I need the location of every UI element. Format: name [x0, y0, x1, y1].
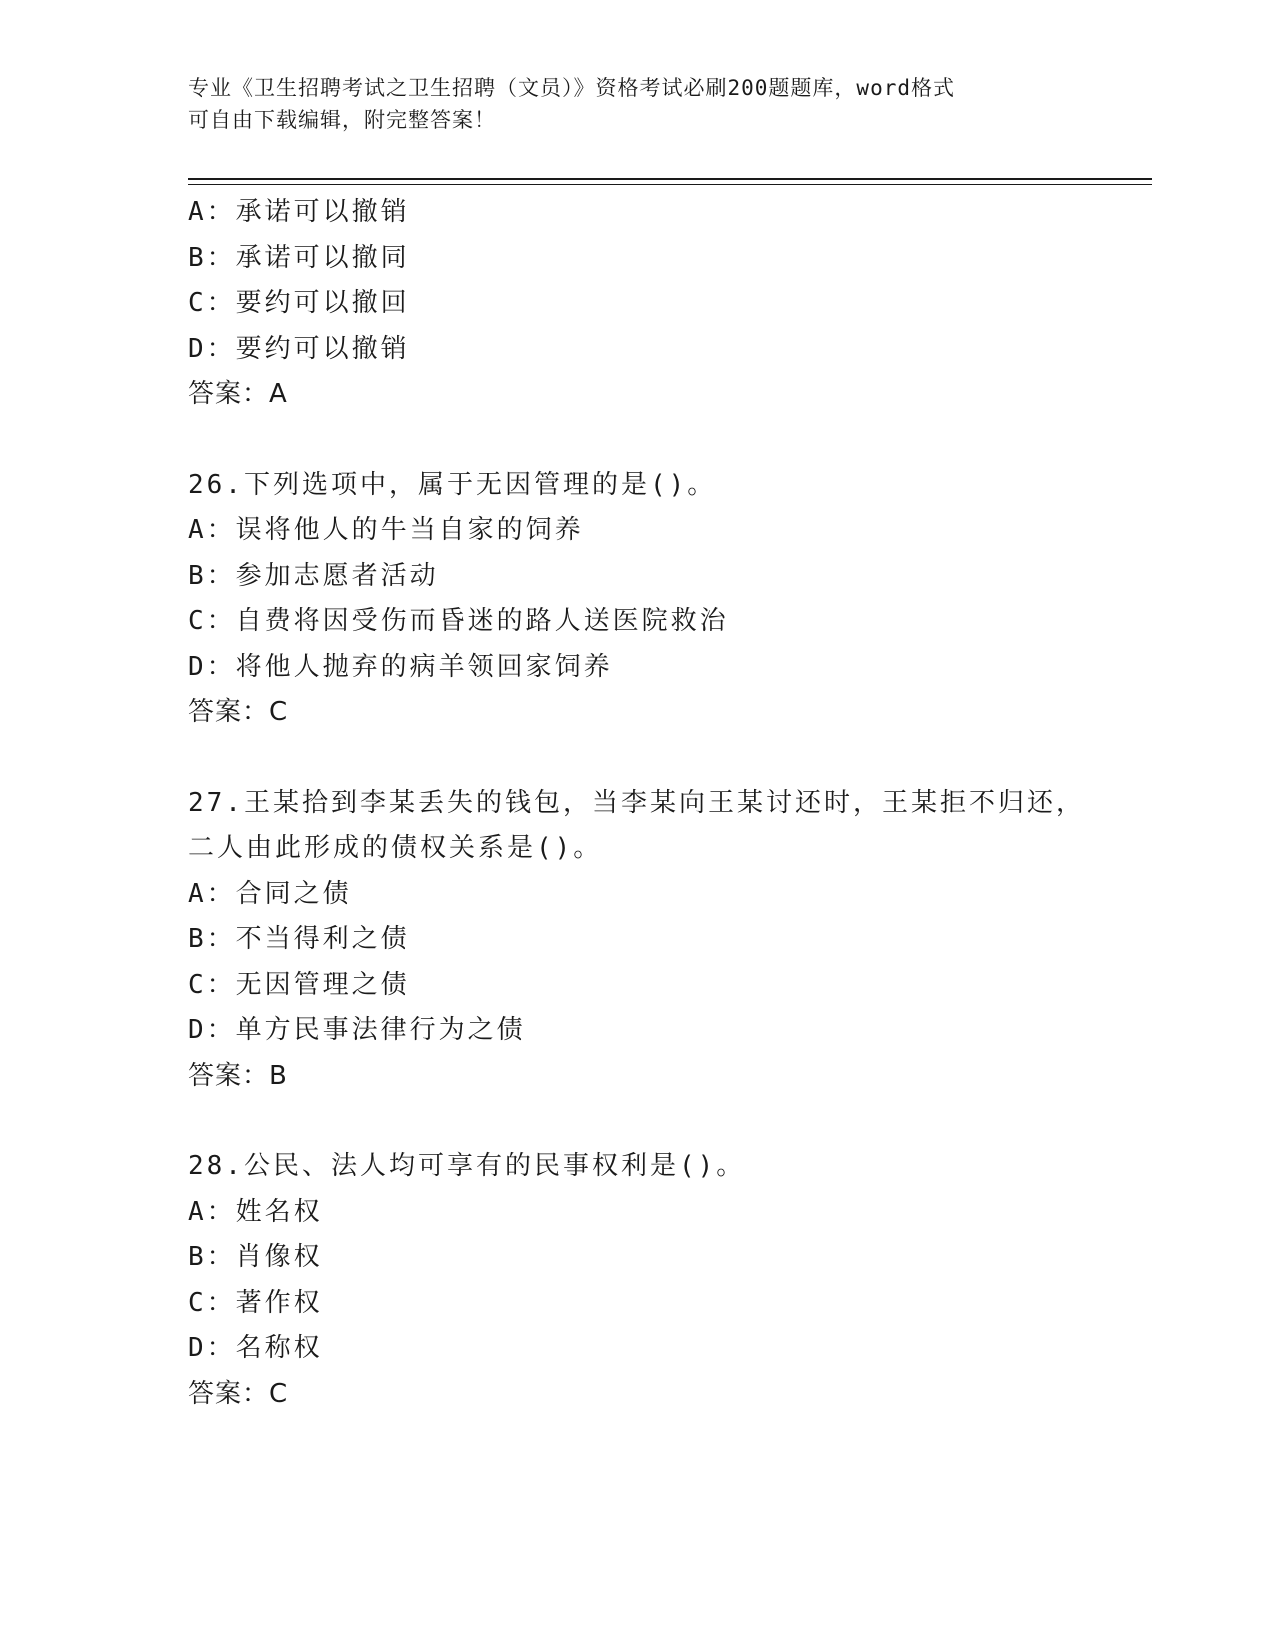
- spacer: [188, 736, 1128, 781]
- document-header: [188, 72, 1088, 136]
- spacer: [188, 418, 1128, 463]
- option-a: A：姓名权: [188, 1196, 323, 1227]
- header-line-2: 可自由下载编辑，附完整答案！: [188, 108, 496, 132]
- spacer: [188, 1099, 1128, 1144]
- option-d: D：要约可以撤销: [188, 333, 410, 364]
- header-divider-thin: [188, 184, 1152, 185]
- option-c: C：无因管理之债: [188, 969, 410, 1000]
- question-block-28: [188, 1144, 1128, 1417]
- question-block-25: [188, 190, 1128, 418]
- option-a: A：合同之债: [188, 878, 352, 909]
- option-b: B：不当得利之债: [188, 924, 410, 954]
- answer-line: 答案：A: [188, 379, 288, 409]
- header-line-1: 专业《卫生招聘考试之卫生招聘（文员）》资格考试必刷200题题库，word格式: [188, 76, 955, 100]
- question-text-line-1: 27.王某拾到李某丢失的钱包，当李某向王某讨还时，王某拒不归还，: [188, 787, 1085, 818]
- answer-line: 答案：C: [188, 1378, 289, 1409]
- answer-line: 答案：C: [188, 697, 289, 727]
- option-b: B：参加志愿者活动: [188, 560, 439, 591]
- option-a: A：误将他人的牛当自家的饲养: [188, 515, 584, 545]
- question-list: [188, 190, 1128, 1417]
- option-c: C：著作权: [188, 1287, 323, 1318]
- option-d: D：名称权: [188, 1333, 323, 1363]
- option-c: C：要约可以撤回: [188, 288, 410, 318]
- question-block-26: [188, 463, 1128, 736]
- question-text: 28.公民、法人均可享有的民事权利是()。: [188, 1151, 746, 1181]
- header-divider-thick: [188, 178, 1152, 180]
- question-text-line-2: 二人由此形成的债权关系是()。: [188, 833, 603, 863]
- option-a: A：承诺可以撤销: [188, 197, 410, 227]
- answer-line: 答案：B: [188, 1060, 288, 1091]
- option-b: B：肖像权: [188, 1242, 323, 1272]
- option-c: C：自费将因受伤而昏迷的路人送医院救治: [188, 606, 729, 636]
- option-d: D：单方民事法律行为之债: [188, 1015, 526, 1045]
- option-b: B：承诺可以撤同: [188, 242, 410, 273]
- option-d: D：将他人抛弃的病羊领回家饲养: [188, 651, 613, 682]
- question-block-27: [188, 781, 1128, 1100]
- question-text: 26.下列选项中，属于无因管理的是()。: [188, 469, 717, 500]
